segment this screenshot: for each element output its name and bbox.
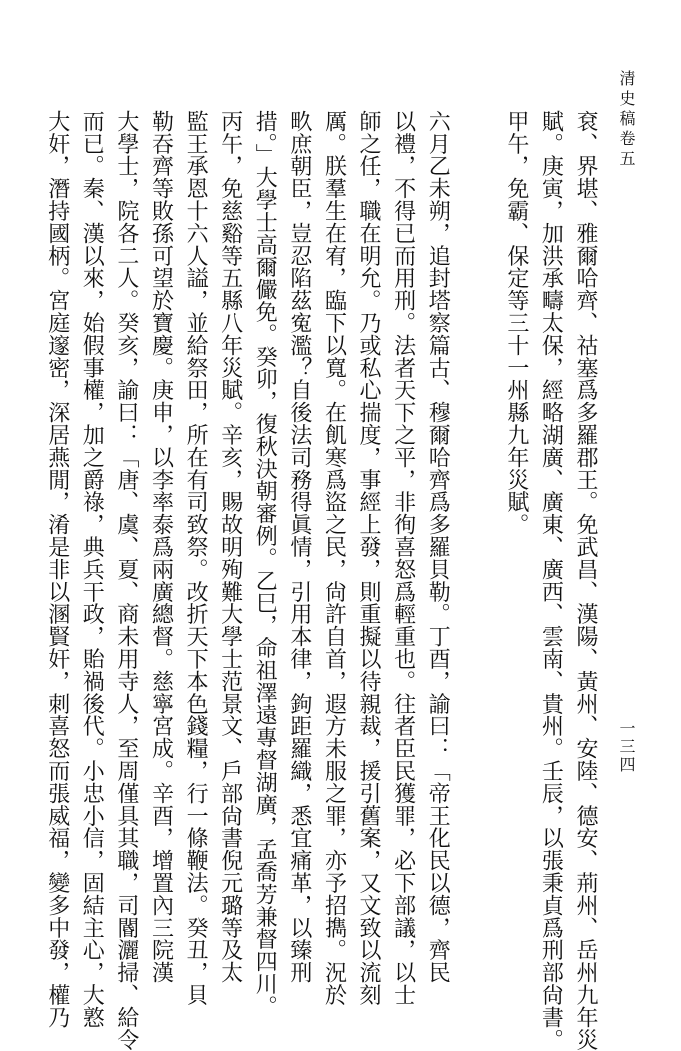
text-column: 大奸，潛持國柄。宮庭邃密，深居燕閒，淆是非以溷賢奸，刺喜怒而張威福，變多中發，權乃	[44, 110, 70, 1029]
text-column: 而已。秦、漢以來，始假事權，加之爵祿，典兵干政，貽禍後代。小忠小信，固結主心，大憝	[79, 110, 105, 1029]
text-column: 監王承恩十六人謚，並給祭田，所在有司致祭。改折天下本色錢糧，行一條鞭法。癸丑，貝	[183, 110, 209, 1006]
text-column: 勒吞齊等敗孫可望於寶慶。庚申，以李率泰爲兩廣總督。慈寧宮成。辛酉，增置內三院漢	[148, 110, 174, 984]
text-column: 以禮，不得已而用刑。法者天下之平，非徇喜怒爲輕重也。往者臣民獲罪，必下部議，以士	[390, 110, 416, 1006]
text-column: 甲午，免霸、保定等三十一州縣九年災賦。	[503, 110, 529, 536]
text-column: 畂庶朝臣，豈忍陷茲寃濫？自後法司務得眞情，引用本律，鉤距羅織，悉宜痛革，以臻刑	[286, 110, 312, 984]
text-column: 賦。庚寅，加洪承疇太保，經略湖廣、廣東、廣西、雲南、貴州。壬辰，以張秉貞爲刑部尙書。	[538, 110, 564, 1051]
text-column: 袞、界堪、雅爾哈齊、祜塞爲多羅郡王。免武昌、漢陽、黃州、安陸、德安、荊州、岳州九年災	[573, 110, 598, 1051]
text-column: 措。」大學士高爾儼免。癸卯，復秋決朝審例。乙巳，命祖澤遠專督湖廣，孟喬芳兼督四川。	[252, 110, 278, 1018]
text-column: 大學士，院各二人。癸亥，諭曰：「唐、虞、夏、商未用寺人，至周僅具其職，司閽灑掃、給令	[113, 110, 139, 1051]
vertical-text-body	[44, 110, 602, 1051]
text-column: 師之任，職在明允。乃或私心揣度，事經上發，則重擬以待親裁，援引舊案，又文致以流刻	[356, 110, 382, 1006]
text-column: 六月乙未朔，追封塔察篇古、穆爾哈齊爲多羅貝勒。丁酉，諭曰：「帝王化民以德，齊民	[425, 110, 451, 984]
text-column: 丙午，免慈谿等五縣八年災賦。辛亥，賜故明殉難大學士范景文、戶部尙書倪元璐等及太	[217, 110, 243, 984]
running-title: 清史稿卷五	[617, 70, 636, 170]
text-column: 厲。朕羣生在宥，臨下以寬。在飢寒爲盜之民，尙許自首，遐方未服之罪，亦予招擕。況於	[321, 110, 347, 1006]
page-number: 一三四	[617, 720, 636, 774]
